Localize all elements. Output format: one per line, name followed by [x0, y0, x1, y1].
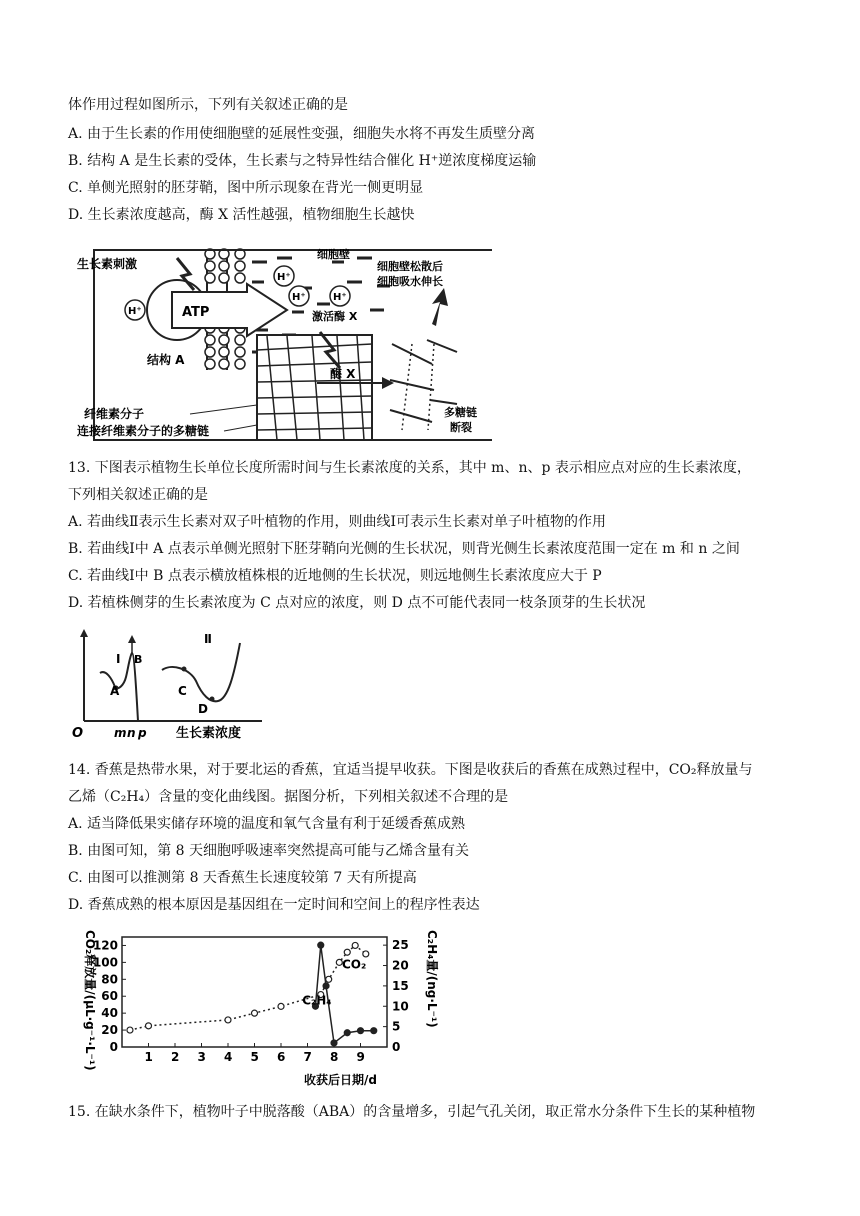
x-axis-label: 收获后日期/d: [304, 1073, 377, 1087]
tick-p: p: [138, 726, 147, 740]
y-right-tick-label: 15: [392, 978, 409, 993]
y-right-tick-label: 5: [392, 1019, 401, 1034]
data-point: [352, 942, 358, 948]
q12-stem: 体作用过程如图所示，下列有关叙述正确的是: [68, 97, 348, 113]
data-point: [331, 1040, 337, 1046]
broken-label-2: 断裂: [450, 421, 472, 434]
curve-ii-label: Ⅱ: [204, 632, 212, 646]
data-point: [318, 942, 324, 948]
curve-i-label: Ⅰ: [116, 652, 121, 666]
q14-stem-1: 14. 香蕉是热带水果，对于要北运的香蕉，宜适当提早收获。下图是收获后的香蕉在成熟过程中，CO₂释放量与: [68, 762, 753, 778]
cellulose-block: [257, 335, 372, 440]
data-point: [146, 1023, 152, 1029]
q13-stem-2: 下列相关叙述正确的是: [68, 487, 208, 503]
x-tick-label: 2: [171, 1050, 180, 1064]
q12-option-b: B. 结构 A 是生长素的受体，生长素与之特异性结合催化 H⁺逆浓度梯度运输: [68, 153, 537, 169]
q14-stem-2: 乙烯（C₂H₄）含量的变化曲线图。据图分析，下列相关叙述不合理的是: [68, 789, 509, 805]
broken-label-1: 多糖链: [444, 406, 477, 419]
y-right-tick-label: 20: [392, 958, 409, 973]
y-left-tick-label: 120: [92, 938, 118, 953]
y-left-tick-label: 0: [109, 1040, 118, 1054]
data-point: [344, 1030, 350, 1036]
q12-option-c: C. 单侧光照射的胚芽鞘，图中所示现象在背光一侧更明显: [68, 180, 424, 196]
h-ion-label-4: H⁺: [333, 292, 347, 303]
y-left-tick-label: 60: [101, 989, 118, 1004]
series-label-c2h4: C₂H₄: [302, 993, 332, 1008]
data-point: [225, 1017, 231, 1023]
tick-n: n: [127, 726, 136, 740]
origin-label: O: [72, 726, 84, 741]
point-c-label: C: [178, 684, 187, 698]
x-tick-label: 5: [250, 1050, 259, 1064]
loosen-label-2: 细胞吸水伸长: [377, 275, 443, 288]
curve-ii: [162, 643, 240, 701]
point-b-label: B: [134, 653, 143, 666]
q12-figure: [72, 240, 492, 445]
y-right-tick-label: 25: [392, 938, 409, 953]
data-point: [344, 949, 350, 955]
y-right-label: C₂H₄量/(ng·L⁻¹): [425, 930, 439, 1028]
tick-m: m: [114, 726, 127, 740]
y-left-label: CO₂释放量/(μL·g⁻¹·L⁻¹): [83, 930, 97, 1071]
structure-a-label: 结构 A: [147, 353, 185, 367]
q15-stem: 15. 在缺水条件下，植物叶子中脱落酸（ABA）的含量增多，引起气孔关闭，取正常水分条件下生长的某种植物: [68, 1104, 756, 1120]
enzyme-x-label: 酶 X: [330, 367, 356, 381]
cellulose-label: 纤维素分子: [84, 407, 145, 421]
y-left-tick-label: 80: [101, 972, 118, 987]
q12-option-d: D. 生长素浓度越高，酶 X 活性越强，植物细胞生长越快: [68, 207, 415, 223]
activate-enzyme-label: 激活酶 X: [312, 310, 358, 323]
data-point: [252, 1010, 258, 1016]
q13-option-c: C. 若曲线Ⅰ中 B 点表示横放植株根的近地侧的生长状况，则远地侧生长素浓度应大于 P: [68, 568, 602, 584]
q13-option-d: D. 若植株侧芽的生长素浓度为 C 点对应的浓度，则 D 点不可能代表同一枝条顶芽的生长状况: [68, 595, 646, 611]
data-point: [323, 983, 329, 989]
x-tick-label: 7: [303, 1050, 312, 1064]
point-a-label: A: [110, 684, 120, 698]
q14-option-a: A. 适当降低果实储存环境的温度和氧气含量有利于延缓香蕉成熟: [68, 816, 466, 832]
x-axis-label: 生长素浓度: [176, 726, 242, 741]
data-point: [363, 951, 369, 957]
y-right-tick-label: 0: [392, 1040, 401, 1054]
y-left-tick-label: 20: [101, 1023, 118, 1038]
q14-chart: [72, 922, 452, 1092]
cell-wall-label: 细胞壁: [317, 248, 350, 261]
y-right-tick-label: 10: [392, 999, 409, 1014]
q13-option-a: A. 若曲线Ⅱ表示生长素对双子叶植物的作用，则曲线Ⅰ可表示生长素对单子叶植物的作用: [68, 514, 607, 530]
q13-option-b: B. 若曲线Ⅰ中 A 点表示单侧光照射下胚芽鞘向光侧的生长状况，则背光侧生长素浓度范围一定在 m 和 n 之间: [68, 541, 740, 557]
q12-option-a: A. 由于生长素的作用使细胞壁的延展性变强，细胞失水将不再发生质壁分离: [68, 126, 536, 142]
stimulus-label: 生长素刺激: [77, 257, 138, 271]
loosen-label-1: 细胞壁松散后: [377, 260, 443, 273]
x-tick-label: 9: [356, 1050, 365, 1064]
h-ion-label-2: H⁺: [277, 272, 291, 283]
h-ion-label-3: H⁺: [292, 292, 306, 303]
series-label-co2: CO₂: [341, 957, 367, 972]
data-point: [127, 1027, 133, 1033]
q14-option-b: B. 由图可知，第 8 天细胞呼吸速率突然提高可能与乙烯含量有关: [68, 843, 469, 859]
polysaccharide-label: 连接纤维素分子的多糖链: [77, 424, 210, 438]
x-tick-label: 3: [197, 1050, 206, 1064]
q13-figure: [72, 625, 277, 743]
h-ion-label-1: H⁺: [128, 306, 142, 317]
atp-label: ATP: [182, 305, 210, 320]
point-d-label: D: [198, 702, 208, 716]
y-left-tick-label: 100: [92, 955, 118, 970]
x-tick-label: 8: [330, 1050, 339, 1064]
data-point: [358, 1028, 364, 1034]
data-point: [278, 1003, 284, 1009]
q13-stem-1: 13. 下图表示植物生长单位长度所需时间与生长素浓度的关系，其中 m、n、p 表示相应点对应的生长素浓度，: [68, 460, 751, 476]
data-point: [371, 1028, 377, 1034]
x-tick-label: 6: [277, 1050, 286, 1064]
x-tick-label: 1: [144, 1050, 153, 1064]
data-point: [326, 976, 332, 982]
y-left-tick-label: 40: [101, 1006, 118, 1021]
q14-option-c: C. 由图可以推测第 8 天香蕉生长速度较第 7 天有所提高: [68, 870, 417, 886]
x-tick-label: 4: [224, 1050, 233, 1064]
q14-option-d: D. 香蕉成熟的根本原因是基因组在一定时间和空间上的程序性表达: [68, 897, 480, 913]
